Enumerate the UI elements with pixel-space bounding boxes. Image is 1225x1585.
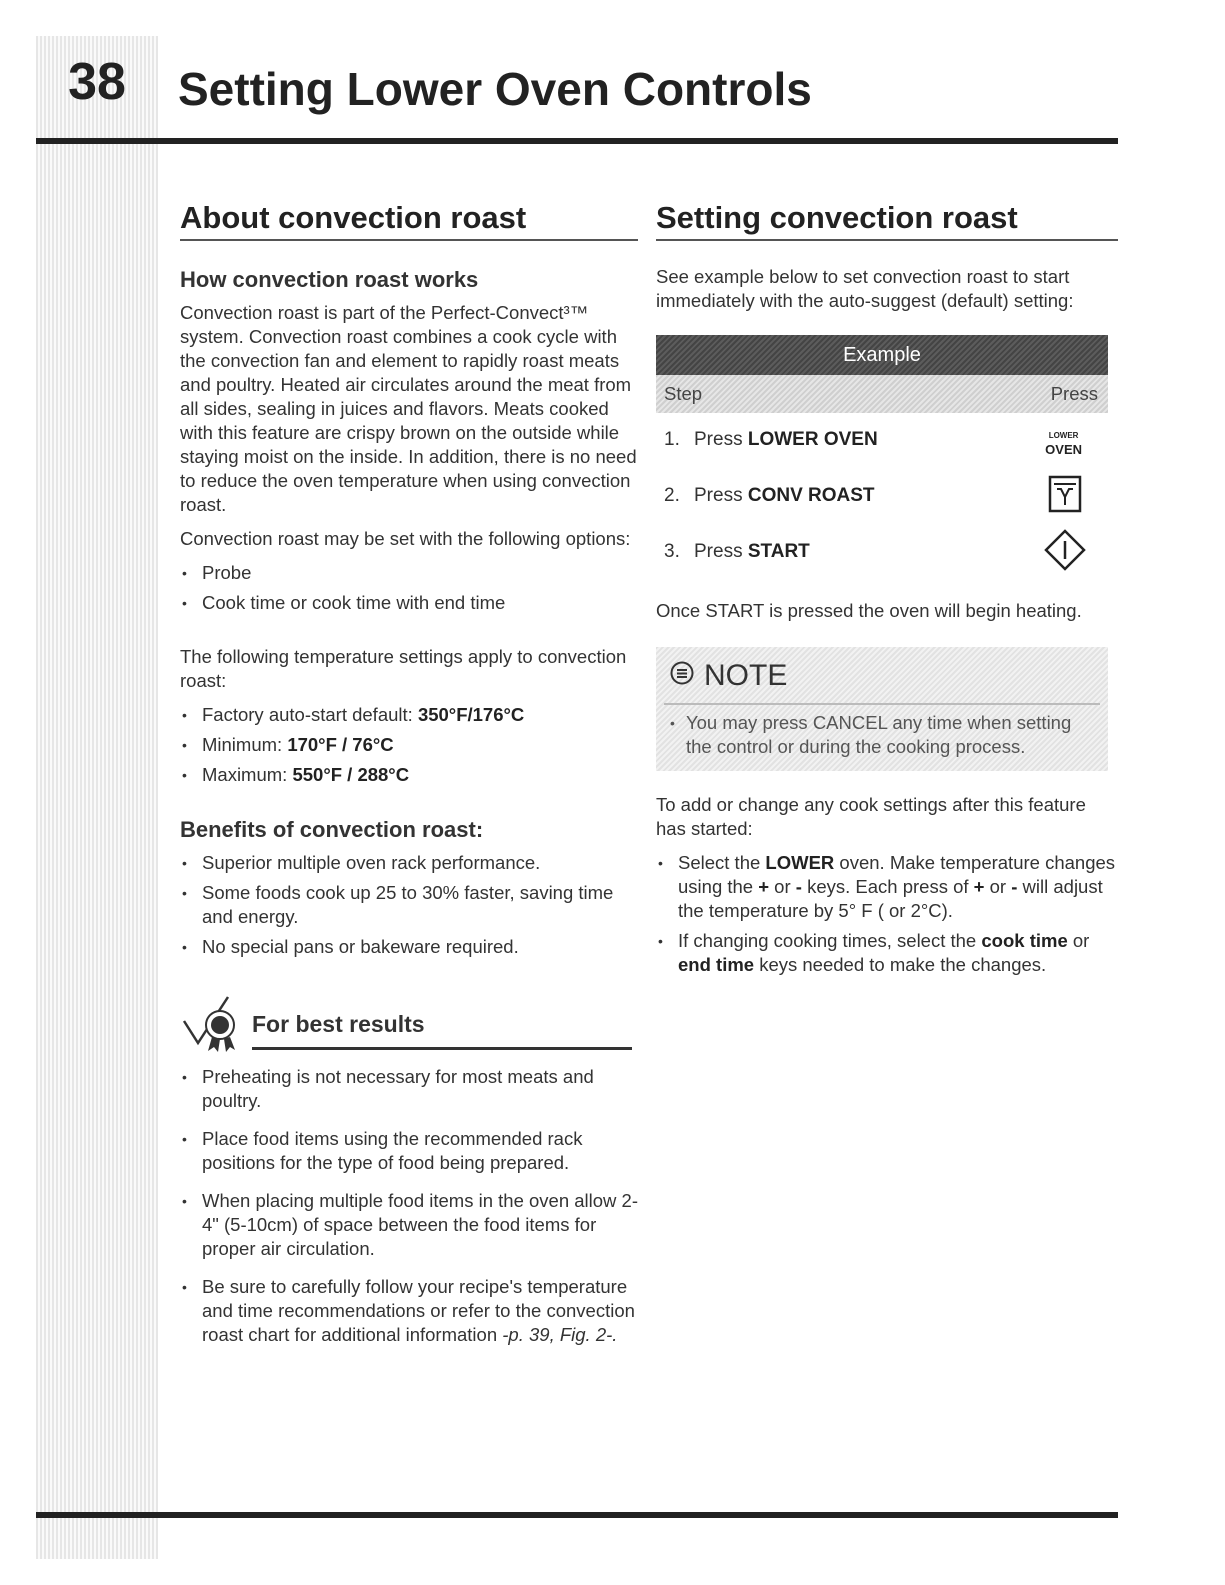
table-row: 2. Press CONV ROAST: [656, 469, 1108, 525]
benefits-heading: Benefits of convection roast:: [180, 817, 484, 842]
col-press: Press: [1050, 383, 1098, 404]
how-heading: How convection roast works: [180, 267, 479, 292]
temp-intro: The following temperature settings apply to convection roast:: [180, 646, 627, 691]
how-text: Convection roast is part of the Perfect-Convect³™ system. Convection roast combines a cook cycle with the convection fan and element to rapidly roast meats and poultry. Heated air circulates around the meat from all sides, sealing in juices and flavors. Meats cooked with this feature are crispy brown on the outside while staying moist on the inside. In addition, there is no need to reduce the oven temperature when using convection roast.: [180, 302, 637, 515]
best-results-header: [180, 987, 638, 1057]
list-item: • Cook time or cook time with end time: [180, 591, 638, 615]
benefits-list: [180, 851, 638, 959]
setting-heading: Setting convection roast: [656, 200, 1118, 241]
list-item: • Factory auto-start default: 350°F/176°C: [180, 703, 638, 727]
col-step: Step: [664, 383, 703, 404]
table-row: 3. Press START: [656, 525, 1108, 581]
list-item: • Be sure to carefully follow your recipe's temperature and time recommendations or refer to the convection roast chart for additional information -p. 39, Fig. 2-.: [180, 1275, 638, 1347]
conv-roast-key-icon: [1048, 475, 1082, 513]
list-item: • Select the LOWER oven. Make temperature changes using the + or - keys. Each press of + or - will adjust the temperature by 5° F ( or 2°C).: [656, 851, 1118, 923]
side-strip: [36, 36, 158, 1559]
note-title: NOTE: [704, 659, 788, 692]
temp-list: [180, 703, 638, 787]
bottom-rule: [36, 1512, 1118, 1518]
page-title: Setting Lower Oven Controls: [178, 63, 812, 115]
list-item: • When placing multiple food items in the oven allow 2-4" (5-10cm) of space between the food items for proper air circulation.: [180, 1189, 638, 1261]
list-item: • Maximum: 550°F / 288°C: [180, 763, 638, 787]
example-table: [656, 335, 1108, 581]
list-item: • Preheating is not necessary for most meats and poultry.: [180, 1065, 638, 1113]
start-key-icon: [1044, 529, 1086, 571]
list-item: • Minimum: 170°F / 76°C: [180, 733, 638, 757]
change-intro: To add or change any cook settings after this feature has started:: [656, 794, 1086, 839]
page-number: 38: [68, 53, 126, 111]
note-text: • You may press CANCEL any time when setting the control or during the cooking process.: [668, 711, 1102, 759]
list-item: • If changing cooking times, select the cook time or end time keys needed to make the changes.: [656, 929, 1118, 977]
list-item: • Place food items using the recommended rack positions for the type of food being prepared.: [180, 1127, 638, 1175]
top-rule: [36, 138, 1118, 144]
example-title: Example: [656, 335, 1108, 375]
lower-oven-key-icon: LOWER OVEN: [1045, 431, 1082, 457]
list-item: • Superior multiple oven rack performance.: [180, 851, 638, 875]
options-intro: Convection roast may be set with the following options:: [180, 528, 631, 549]
best-results-list: [180, 1065, 638, 1347]
list-item: • No special pans or bakeware required.: [180, 935, 638, 959]
award-ribbon-icon: [180, 987, 244, 1053]
example-columns: [656, 375, 1108, 413]
list-item: • Probe: [180, 561, 638, 585]
options-list: [180, 561, 638, 615]
note-icon: [670, 661, 694, 685]
about-heading: About convection roast: [180, 200, 638, 241]
change-list: [656, 851, 1118, 977]
after-start-text: Once START is pressed the oven will begin heating.: [656, 600, 1082, 621]
table-row: 1. Press LOWER OVEN LOWER OVEN: [664, 429, 1082, 457]
left-column: [180, 200, 638, 1355]
right-column: [656, 200, 1118, 985]
note-box: [656, 647, 1108, 771]
setting-intro: See example below to set convection roast to start immediately with the auto-suggest (default) setting:: [656, 266, 1074, 311]
list-item: • Some foods cook up 25 to 30% faster, saving time and energy.: [180, 881, 638, 929]
best-results-heading: For best results: [252, 1011, 425, 1037]
